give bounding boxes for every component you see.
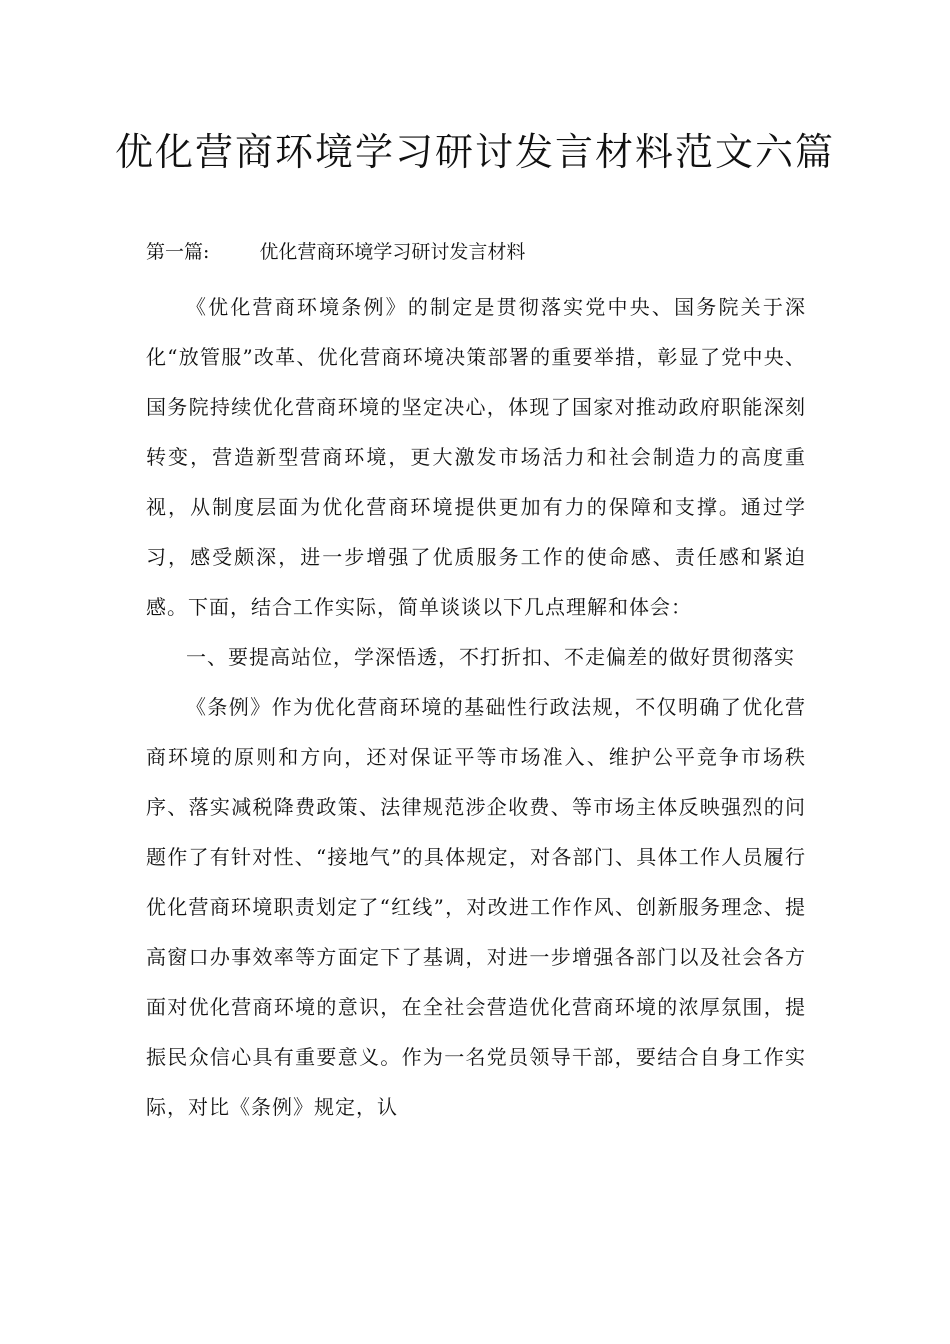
- document-body: [146, 282, 806, 1132]
- paragraph-intro: 《优化营商环境条例》的制定是贯彻落实党中央、国务院关于深化“放管服”改革、优化营商环境决策部署的重要举措，彰显了党中央、国务院持续优化营商环境的坚定决心，体现了国家对推动政府职能深刻转变，营造新型营商环境，更大激发市场活力和社会制造力的高度重视，从制度层面为优化营商环境提供更加有力的保障和支撑。通过学习，感受颇深，进一步增强了优质服务工作的使命感、责任感和紧迫感。下面，结合工作实际，简单谈谈以下几点理解和体会：: [146, 295, 806, 619]
- paragraph-point-one: 一、要提高站位，学深悟透，不打折扣、不走偏差的做好贯彻落实: [186, 645, 795, 669]
- paragraph-regulation: 《条例》作为优化营商环境的基础性行政法规，不仅明确了优化营商环境的原则和方向，还对保证平等市场准入、维护公平竞争市场秩序、落实减税降费政策、法律规范涉企收费、等市场主体反映强烈的问题作了有针对性、“接地气”的具体规定，对各部门、具体工作人员履行优化营商环境职责划定了“红线”，对改进工作作风、创新服务理念、提高窗口办事效率等方面定下了基调，对进一步增强各部门以及社会各方面对优化营商环境的意识，在全社会营造优化营商环境的浓厚氛围，提振民众信心具有重要意义。作为一名党员领导干部，要结合自身工作实际，对比《条例》规定，认: [146, 695, 806, 1119]
- section-heading: [146, 236, 806, 268]
- document-title: 优化营商环境学习研讨发言材料范文六篇: [114, 130, 835, 174]
- section-title: 优化营商环境学习研讨发言材料: [259, 241, 526, 263]
- section-label: 第一篇:: [146, 241, 210, 263]
